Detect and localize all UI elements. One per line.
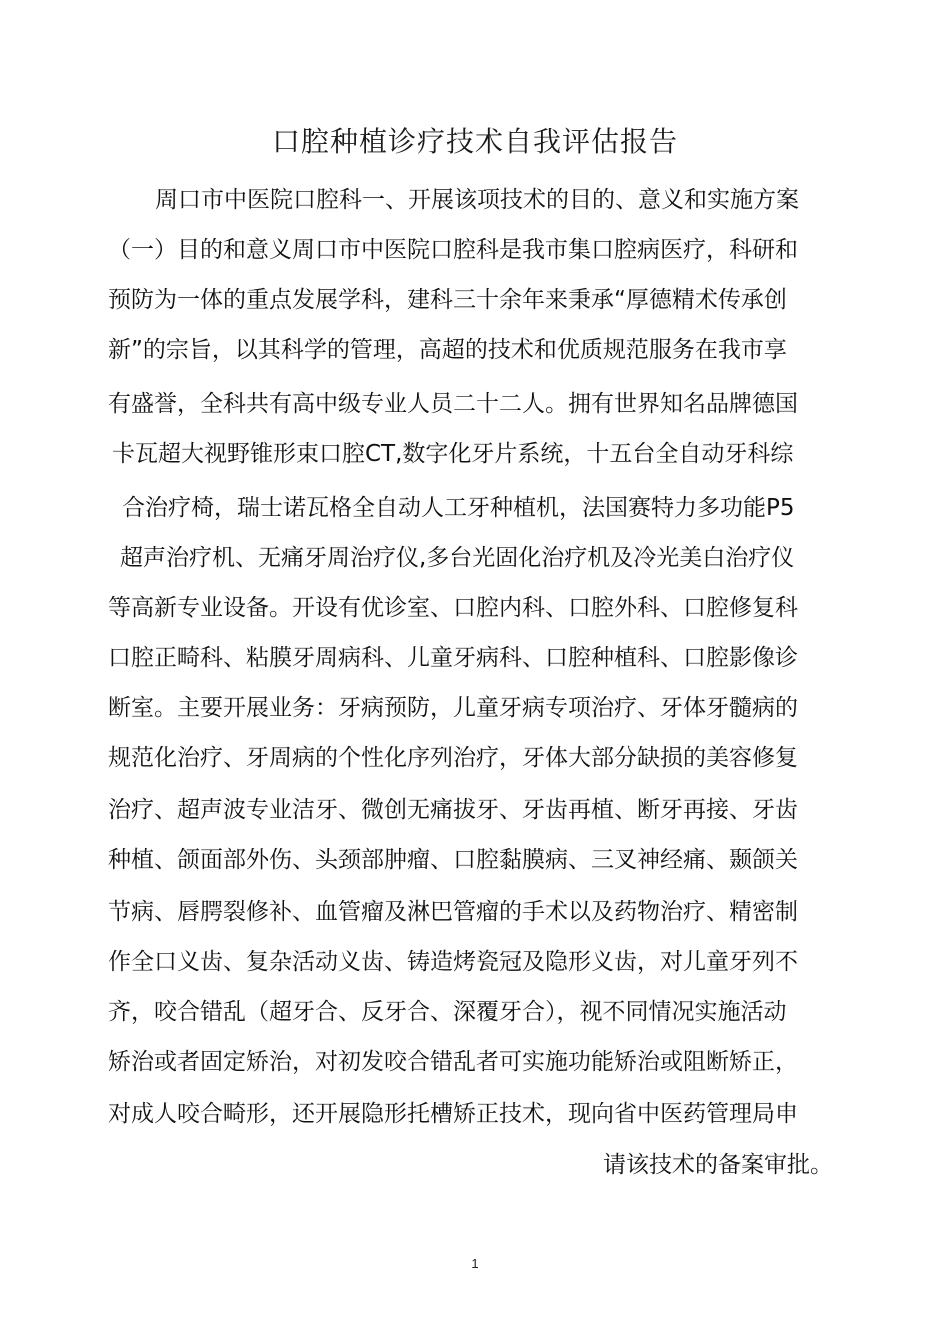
text-line: 合治疗椅，瑞士诺瓦格全自动人工牙种植机，法国赛特力多功能P5 xyxy=(122,495,795,521)
text-line: 有盛誉，全科共有高中级专业人员二十二人。拥有世界知名品牌德国 xyxy=(108,391,798,417)
text-line: 治疗、超声波专业洁牙、微创无痛拔牙、牙齿再植、断牙再接、牙齿 xyxy=(108,797,798,823)
text-line: （一）目的和意义周口市中医院口腔科是我市集口腔病医疗，科研和 xyxy=(108,237,798,263)
text-line: 等高新专业设备。开设有优诊室、口腔内科、口腔外科、口腔修复科 xyxy=(108,595,798,621)
document-title: 口腔种植诊疗技术自我评估报告 xyxy=(271,125,678,158)
text-line: 规范化治疗、牙周病的个性化序列治疗，牙体大部分缺损的美容修复 xyxy=(108,745,798,771)
text-line: 齐，咬合错乱（超牙合、反牙合、深覆牙合），视不同情况实施活动 xyxy=(108,999,787,1025)
text-line: 作全口义齿、复杂活动义齿、铸造烤瓷冠及隐形义齿，对儿童牙列不 xyxy=(108,949,798,975)
text-line: 卡瓦超大视野锥形束口腔CT,数字化牙片系统，十五台全自动牙科综 xyxy=(112,441,794,467)
text-line: 超声治疗机、无痛牙周治疗仪,多台光固化治疗机及冷光美白治疗仪 xyxy=(120,545,795,571)
text-line: 节病、唇腭裂修补、血管瘤及淋巴管瘤的手术以及药物治疗、精密制 xyxy=(108,899,798,925)
text-line: 对成人咬合畸形，还开展隐形托槽矫正技术，现向省中医药管理局申 xyxy=(108,1101,798,1127)
text-line: 种植、颌面部外伤、头颈部肿瘤、口腔黏膜病、三叉神经痛、颞颌关 xyxy=(108,847,798,873)
text-line: 新”的宗旨，以其科学的管理，高超的技术和优质规范服务在我市享 xyxy=(108,337,787,363)
text-line-last: 请该技术的备案审批。 xyxy=(603,1152,833,1178)
text-line xyxy=(155,180,799,220)
text-line: 口腔正畸科、粘膜牙周病科、儿童牙病科、口腔种植科、口腔影像诊 xyxy=(108,645,798,671)
text-line: 预防为一体的重点发展学科，建科三十余年来秉承“厚德精术传承创 xyxy=(108,287,787,313)
page-number: 1 xyxy=(471,1256,479,1271)
text-segment-heading: 一、开展该项技术的目的、意义和实施方案 xyxy=(362,187,799,213)
text-line: 断室。主要开展业务：牙病预防，儿童牙病专项治疗、牙体牙髓病的 xyxy=(108,695,798,721)
text-segment-department: 周口市中医院口腔科 xyxy=(155,187,362,213)
text-line: 矫治或者固定矫治，对初发咬合错乱者可实施功能矫治或阻断矫正， xyxy=(108,1049,798,1075)
